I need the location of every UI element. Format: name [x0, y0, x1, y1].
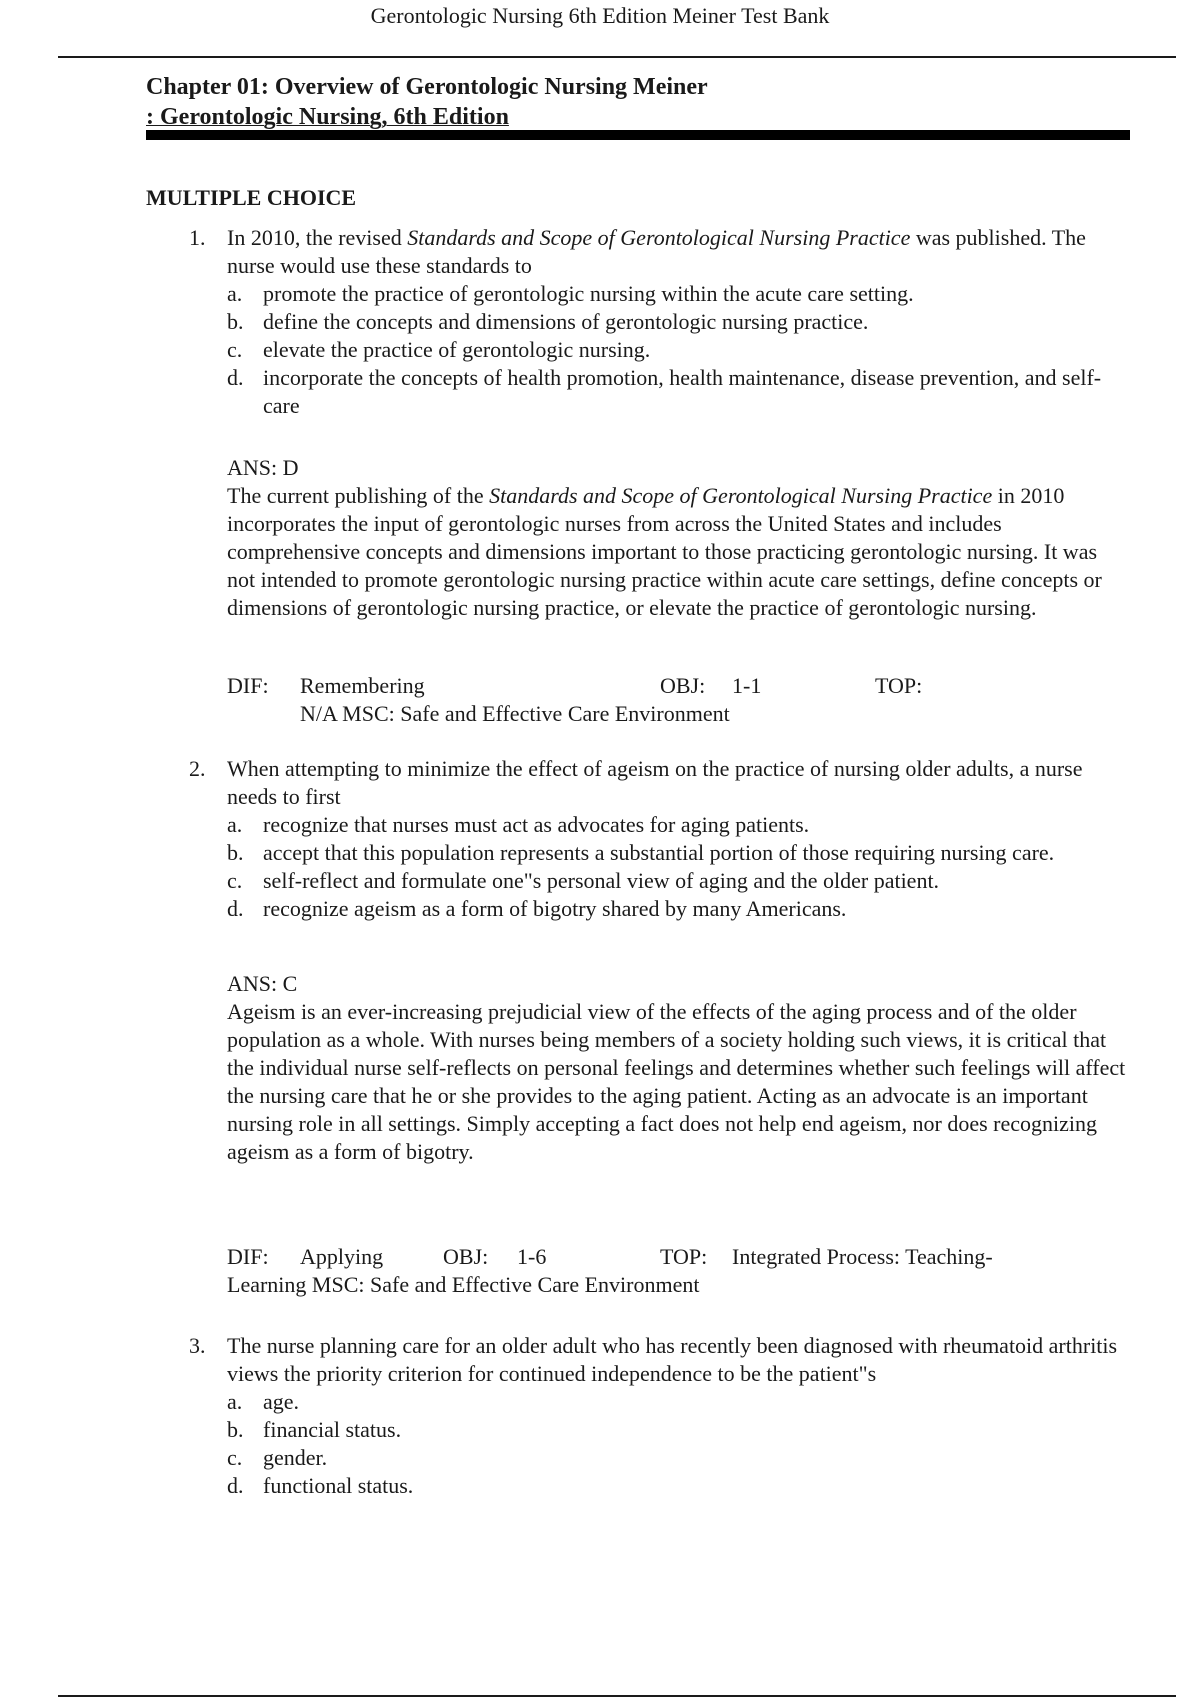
option-c[interactable] [227, 867, 1127, 895]
option-letter: d. [227, 1473, 244, 1498]
option-letter: c. [227, 337, 243, 362]
option-a[interactable] [227, 811, 1127, 839]
option-d[interactable] [227, 895, 1127, 923]
answer-block [227, 970, 1127, 1166]
footer-divider [58, 1695, 1176, 1697]
question-number: 3. [189, 1333, 206, 1358]
option-letter: b. [227, 309, 244, 334]
question-stem: The nurse planning care for an older adult who has recently been diagnosed with rheumatoid arthritis views the priority criterion for continued independence to be the patient"s [227, 1333, 1118, 1386]
option-c[interactable] [227, 1444, 1127, 1472]
option-text: incorporate the concepts of health promotion, health maintenance, disease prevention, and self-care [263, 365, 1102, 418]
answer-key: ANS: C [227, 971, 298, 996]
question-stem: When attempting to minimize the effect of ageism on the practice of nursing older adults, a nurse needs to first [227, 756, 1083, 809]
question-stem [227, 224, 1127, 280]
header-divider [58, 56, 1176, 58]
option-letter: b. [227, 1417, 244, 1442]
stem-title-italic: Standards and Scope of Gerontological Nursing Practice [407, 225, 911, 250]
option-letter: c. [227, 868, 243, 893]
chapter-title-bar [146, 130, 1130, 140]
option-text: recognize that nurses must act as advocates for aging patients. [263, 812, 810, 837]
answer-options [227, 1388, 1127, 1500]
obj-label: OBJ: [660, 673, 706, 698]
option-text: elevate the practice of gerontologic nursing. [263, 337, 651, 362]
question-number: 2. [189, 756, 206, 781]
top-label: TOP: [660, 1244, 708, 1269]
rationale: Ageism is an ever-increasing prejudicial view of the effects of the aging process and of the older population as a whole. With nurses being members of a society holding such views, it is critical that the individual nurse self-reflects on personal feelings and determines whether such feelings will affect the nursing care that he or she provides to the aging patient. Acting as an advocate is an important nursing role in all settings. Simply accepting a fact does not help end ageism, nor does recognizing ageism as a form of bigotry. [227, 999, 1126, 1164]
option-text: financial status. [263, 1417, 402, 1442]
rationale-text: in 2010 incorporates the input of gerontologic nurses from across the United States and includes comprehensive concepts and dimensions important to those practicing gerontologic nursing. It was not intended to promote gerontologic nursing practice within acute care settings, define concepts or dimensions of gerontologic nursing practice, or elevate the practice of gerontologic nursing. [227, 483, 1102, 620]
rationale [227, 482, 1127, 622]
option-text: gender. [263, 1445, 328, 1470]
option-letter: c. [227, 1445, 243, 1470]
stem-text: In 2010, the revised [227, 225, 408, 250]
answer-block [227, 454, 1127, 622]
option-c[interactable] [227, 336, 1127, 364]
option-a[interactable] [227, 1388, 1127, 1416]
question-metadata [227, 672, 1127, 728]
section-heading: MULTIPLE CHOICE [146, 185, 357, 210]
option-text: define the concepts and dimensions of gerontologic nursing practice. [263, 309, 869, 334]
difficulty: Remembering [300, 673, 425, 698]
chapter-title-line-1: Chapter 01: Overview of Gerontologic Nursing Meiner [146, 74, 708, 100]
option-a[interactable] [227, 280, 1127, 308]
rationale-title-italic: Standards and Scope of Gerontological Nursing Practice [489, 483, 993, 508]
option-b[interactable] [227, 308, 1127, 336]
option-letter: a. [227, 812, 243, 837]
option-b[interactable] [227, 1416, 1127, 1444]
option-letter: d. [227, 896, 244, 921]
answer-options [227, 280, 1127, 420]
option-text: promote the practice of gerontologic nursing within the acute care setting. [263, 281, 914, 306]
option-letter: a. [227, 1389, 243, 1414]
dif-label: DIF: [227, 1244, 269, 1269]
option-text: functional status. [263, 1473, 414, 1498]
question-metadata [227, 1243, 1127, 1299]
chapter-title-line-2: : Gerontologic Nursing, 6th Edition [146, 104, 509, 130]
topic: Integrated Process: Teaching- [732, 1244, 993, 1269]
difficulty: Applying [300, 1244, 384, 1269]
dif-label: DIF: [227, 673, 269, 698]
answer-options [227, 811, 1127, 923]
rationale-text: The current publishing of the [227, 483, 490, 508]
msc-line: Learning MSC: Safe and Effective Care Environment [227, 1272, 700, 1297]
stem-text: was published. The nurse would use these standards to [227, 225, 1086, 278]
option-letter: a. [227, 281, 243, 306]
obj-label: OBJ: [443, 1244, 489, 1269]
option-text: recognize ageism as a form of bigotry shared by many Americans. [263, 896, 847, 921]
top-label: TOP: [875, 673, 923, 698]
objective: 1-1 [732, 673, 762, 698]
answer-key: ANS: D [227, 455, 299, 480]
option-letter: b. [227, 840, 244, 865]
option-d[interactable] [227, 364, 1127, 420]
objective: 1-6 [517, 1244, 547, 1269]
option-text: accept that this population represents a substantial portion of those requiring nursing care. [263, 840, 1055, 865]
msc-line: N/A MSC: Safe and Effective Care Environment [300, 701, 730, 726]
option-text: age. [263, 1389, 300, 1414]
document-header: Gerontologic Nursing 6th Edition Meiner Test Bank [370, 3, 830, 28]
option-text: self-reflect and formulate one"s personal view of aging and the older patient. [263, 868, 940, 893]
option-letter: d. [227, 365, 244, 390]
option-b[interactable] [227, 839, 1127, 867]
question-number: 1. [189, 225, 206, 250]
option-d[interactable] [227, 1472, 1127, 1500]
chapter-title [146, 72, 1126, 132]
